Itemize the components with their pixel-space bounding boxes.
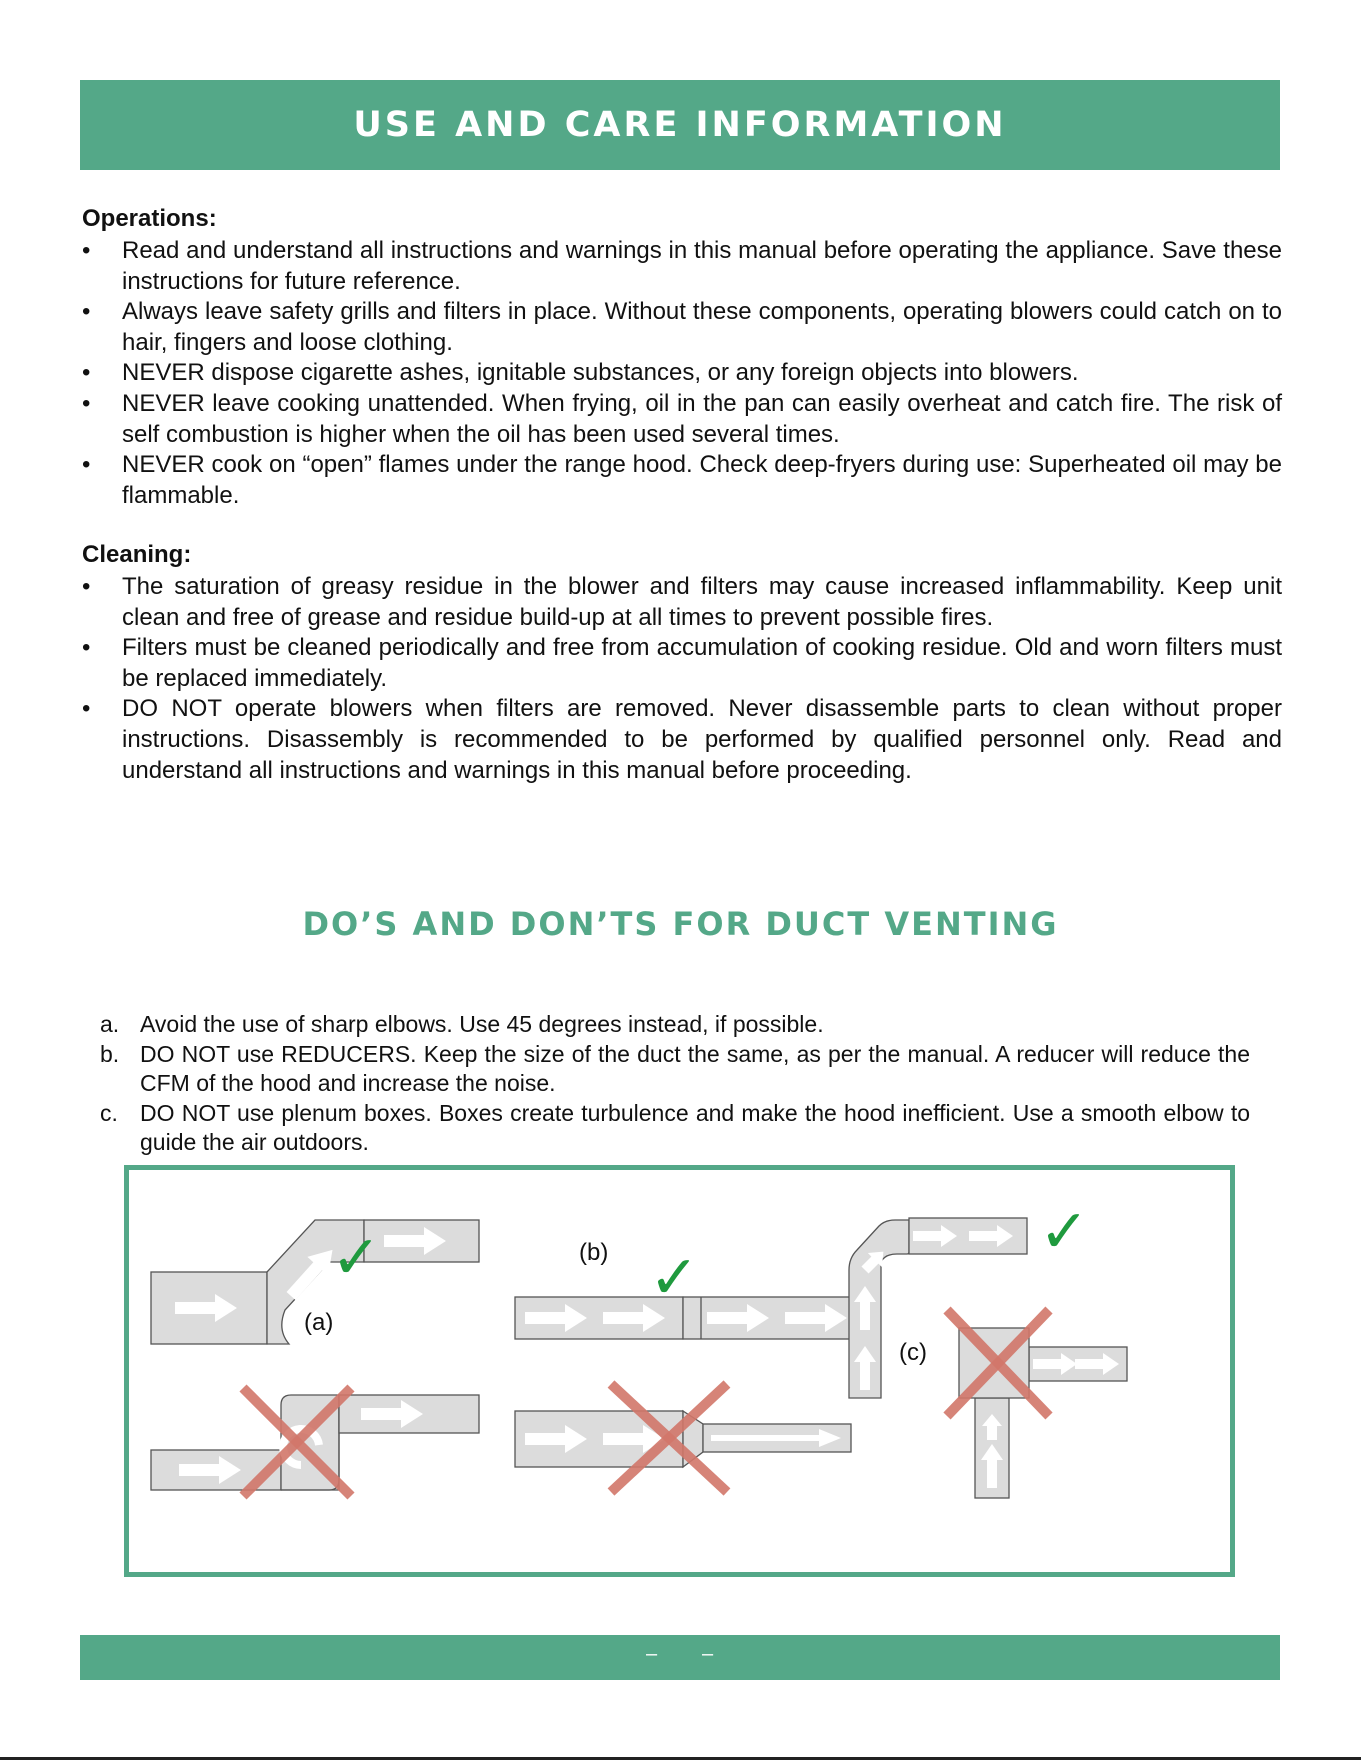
item-letter: c. [100,1099,118,1126]
cleaning-list [82,572,1282,786]
list-item-text: The saturation of greasy residue in the blower and filters may cause increased inflammability. Keep unit clean and free of grease and residue build-up at all times to prevent possible fires. [122,573,1282,631]
page-bottom-rule [0,1757,1361,1760]
item-letter: b. [100,1040,120,1067]
operations-heading: Operations: [82,205,217,232]
label-b: (b) [579,1239,609,1266]
list-item [82,236,1282,297]
list-item-text: Avoid the use of sharp elbows. Use 45 degrees instead, if possible. [140,1011,824,1037]
check-icon: ✓ [649,1243,700,1313]
bullet: • [82,573,91,600]
list-item-text: NEVER cook on “open” flames under the range hood. Check deep-fryers during use: Superheated oil may be flammable. [122,451,1282,509]
list-item [100,1040,1250,1099]
duct-rules-list [100,1010,1250,1158]
bullet: • [82,451,91,479]
sharp-elbow-bad [151,1388,479,1496]
list-item-text: DO NOT use plenum boxes. Boxes create turbulence and make the hood inefficient. Use a smooth elbow to guide the air outdoors. [140,1099,1250,1155]
header-banner [80,80,1280,170]
cleaning-heading: Cleaning: [82,541,192,568]
list-item [82,572,1282,633]
operations-list [82,236,1282,511]
label-c: (c) [899,1339,927,1366]
check-icon: ✓ [1039,1197,1090,1267]
list-item-text: Read and understand all instructions and warnings in this manual before operating the appliance. Save these instructions for future reference. [122,237,1282,295]
list-item [100,1099,1250,1158]
list-item [82,297,1282,358]
footer-dash-left: – [646,1643,658,1665]
list-item-text: NEVER dispose cigarette ashes, ignitable substances, or any foreign objects into blowers. [122,359,1079,387]
label-a: (a) [304,1309,334,1336]
bullet: • [82,237,91,264]
duct-diagram-frame [124,1165,1235,1577]
list-item [82,633,1282,694]
list-item [82,694,1282,786]
list-item-text: Always leave safety grills and filters in place. Without these components, operating blowers could catch on to hair, fingers and loose clothing. [122,298,1282,356]
page-title: USE AND CARE INFORMATION [353,105,1007,145]
duct-section-title: DO’S AND DON’TS FOR DUCT VENTING [302,905,1059,943]
cleaning-section [82,539,1282,786]
bullet: • [82,389,91,417]
list-item-text: Filters must be cleaned periodically and free from accumulation of cooking residue. Old and worn filters must be replaced immediately. [122,634,1282,692]
check-icon: ✓ [331,1223,382,1293]
bullet: • [82,298,91,326]
footer-bar [80,1635,1280,1680]
bullet: • [82,695,91,723]
list-item [82,389,1282,450]
list-item-text: DO NOT operate blowers when filters are removed. Never disassemble parts to clean without proper instructions. Disassembly is recommended to be performed by qualified personnel only. Read and understand all instructions and warnings in this manual before proceeding. [122,695,1282,784]
list-item [100,1010,1250,1040]
list-item-text: NEVER leave cooking unattended. When frying, oil in the pan can easily overheat and catch fire. The risk of self combustion is higher when the oil has been used several times. [122,389,1282,448]
footer-dash-right: – [702,1643,714,1665]
duct-diagram [129,1170,1230,1572]
operations-section [82,203,1282,511]
bullet: • [82,359,91,387]
list-item-text: DO NOT use REDUCERS. Keep the size of the duct the same, as per the manual. A reducer will reduce the CFM of the hood and increase the noise. [140,1040,1250,1096]
plenum-box-bad [947,1310,1127,1498]
item-letter: a. [100,1011,120,1037]
bullet: • [82,634,91,662]
reducer-bad [515,1384,851,1492]
list-item [82,450,1282,511]
list-item [82,358,1282,389]
